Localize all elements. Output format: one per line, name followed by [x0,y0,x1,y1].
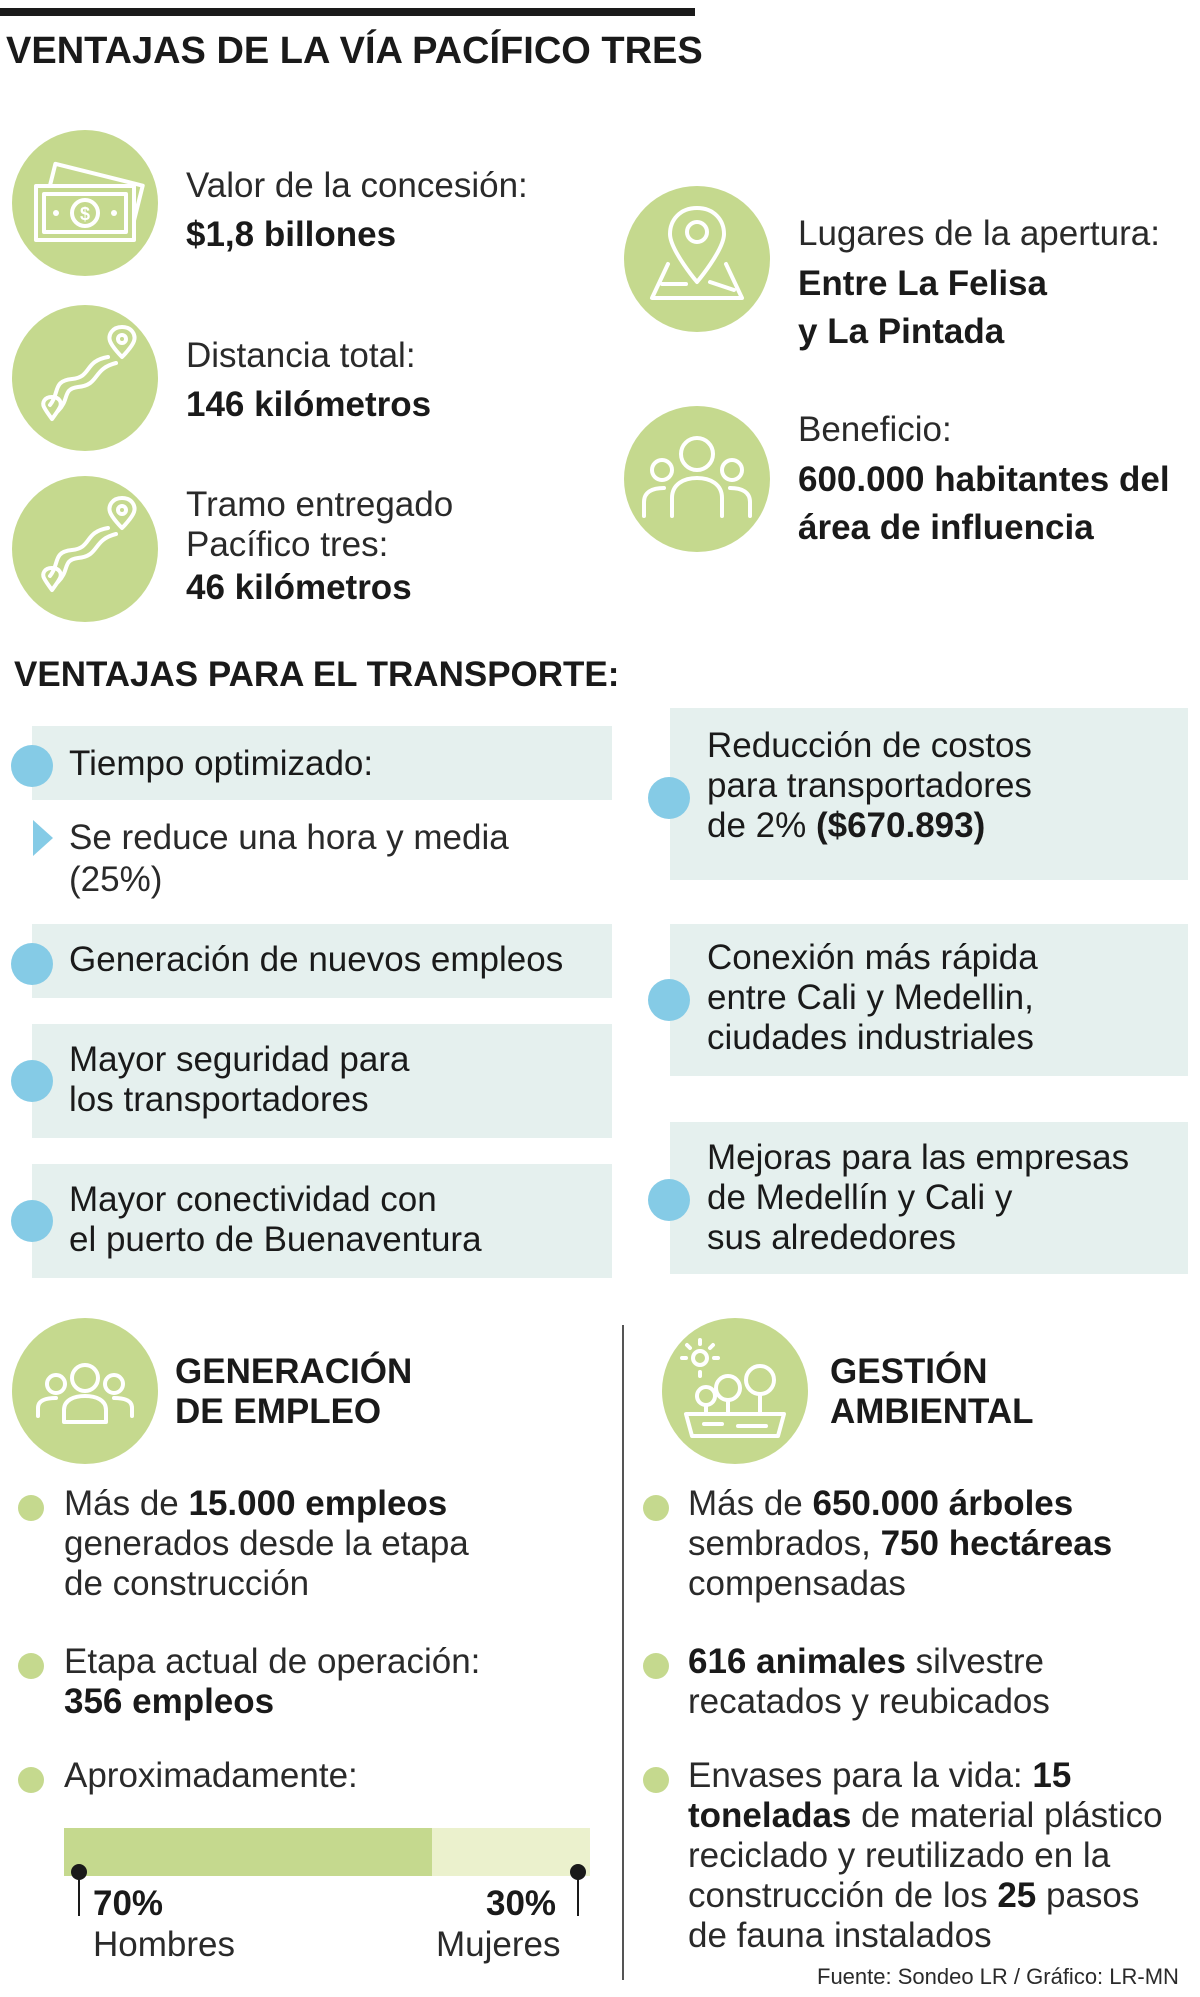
bullet-dot [18,1767,44,1793]
transport-item-text: ciudades industriales [707,1018,1034,1057]
page-title: VENTAJAS DE LA VÍA PACÍFICO TRES [6,30,703,72]
bullet-dot [643,1767,669,1793]
marker-line [577,1872,579,1916]
arrow-icon [33,820,53,856]
people-icon [624,406,770,552]
distance-value: 146 kilómetros [186,385,432,424]
top-rule [0,8,695,16]
employment-title: DE EMPLEO [175,1392,382,1431]
bullet-dot [11,1060,53,1102]
environment-item: 616 animales silvestre [688,1642,1045,1681]
employment-item: Etapa actual de operación: [64,1642,481,1681]
section-delivered-label: Pacífico tres: [186,525,389,564]
environment-title: AMBIENTAL [830,1392,1034,1431]
environment-item: reciclado y reutilizado en la [688,1836,1111,1875]
environment-item: construcción de los 25 pasos [688,1876,1140,1915]
bullet-dot [11,745,53,787]
benefit-value: 600.000 habitantes del [798,460,1170,499]
women-percent: 30% [486,1884,557,1923]
map-pin-icon [624,186,770,332]
section-delivered-label: Tramo entregado [186,485,454,524]
source-credit: Fuente: Sondeo LR / Gráfico: LR-MN [817,1964,1179,1989]
transport-item-text: Generación de nuevos empleos [69,940,564,979]
bullet-dot [18,1653,44,1679]
concession-label: Valor de la concesión: [186,166,528,205]
environment-item: recatados y reubicados [688,1682,1050,1721]
transport-item-text: de 2% ($670.893) [707,806,986,845]
group-icon [12,1318,158,1464]
opening-label: Lugares de la apertura: [798,214,1160,253]
transport-item-text: Tiempo optimizado: [69,744,374,783]
employment-item: 356 empleos [64,1682,275,1721]
bullet-dot [643,1653,669,1679]
women-label: Mujeres [436,1925,561,1964]
transport-item-text: para transportadores [707,766,1032,805]
benefit-label: Beneficio: [798,410,952,449]
opening-value: Entre La Felisa [798,264,1047,303]
environment-title: GESTIÓN [830,1352,988,1391]
transport-item-text: de Medellín y Cali y [707,1178,1013,1217]
environment-icon [662,1318,808,1464]
bullet-dot [648,1179,690,1221]
men-percent: 70% [93,1884,164,1923]
opening-value: y La Pintada [798,312,1005,351]
distance-label: Distancia total: [186,336,416,375]
employment-item: Aproximadamente: [64,1756,358,1795]
men-share-bar [64,1828,432,1876]
environment-item: Envases para la vida: 15 [688,1756,1072,1795]
route-icon [12,305,158,451]
bullet-dot [648,777,690,819]
bullet-dot [643,1495,669,1521]
employment-item: generados desde la etapa [64,1524,469,1563]
men-label: Hombres [93,1925,235,1964]
environment-item: sembrados, 750 hectáreas [688,1524,1113,1563]
transport-item-text: el puerto de Buenaventura [69,1220,482,1259]
transport-heading: VENTAJAS PARA EL TRANSPORTE: [14,655,620,694]
women-share-bar [432,1828,590,1876]
bullet-dot [648,979,690,1021]
transport-item-text: Reducción de costos [707,726,1032,765]
concession-value: $1,8 billones [186,215,397,254]
transport-item-text: Mayor conectividad con [69,1180,437,1219]
marker-line [78,1872,80,1916]
transport-item-detail: Se reduce una hora y media [69,818,509,857]
transport-item-text: entre Cali y Medellin, [707,978,1034,1017]
section-delivered-value: 46 kilómetros [186,568,412,607]
svg-text:$: $ [79,204,91,224]
transport-item-text: Conexión más rápida [707,938,1038,977]
bullet-dot [18,1495,44,1521]
column-divider [622,1325,624,1980]
bullet-dot [11,943,53,985]
environment-item: compensadas [688,1564,906,1603]
bullet-dot [11,1200,53,1242]
environment-item: de fauna instalados [688,1916,992,1955]
employment-item: Más de 15.000 empleos [64,1484,448,1523]
transport-item-text: sus alrededores [707,1218,957,1257]
employment-title: GENERACIÓN [175,1352,413,1391]
transport-item-text: Mayor seguridad para [69,1040,410,1079]
transport-item-text: los transportadores [69,1080,369,1119]
employment-item: de construcción [64,1564,310,1603]
money-icon [12,130,158,276]
route-icon [12,476,158,622]
transport-item-text: Mejoras para las empresas [707,1138,1130,1177]
benefit-value: área de influencia [798,508,1094,547]
environment-item: Más de 650.000 árboles [688,1484,1074,1523]
environment-item: toneladas de material plástico [688,1796,1163,1835]
transport-item-detail: (25%) [69,860,163,899]
